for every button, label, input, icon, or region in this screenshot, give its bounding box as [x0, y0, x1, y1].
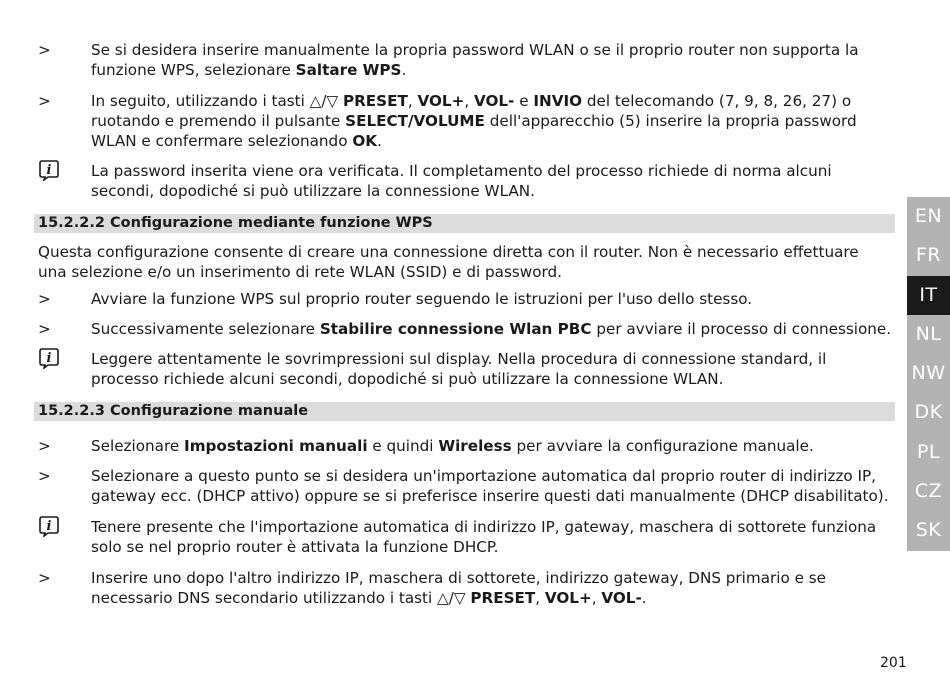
bullet-marker: >: [38, 92, 51, 110]
instruction-text: In seguito, utilizzando i tasti △/▽ PRESET, VOL+, VOL- e INVIO del telecomando (7, 9, 8, 26, 27) o ruotando e premendo il pulsante SELECT/VOLUME dell'apparecchio (5) inserire la propria password WLAN e confermare selezionando OK.: [91, 92, 857, 150]
note-info-icon: [38, 347, 60, 369]
bullet-marker: >: [38, 467, 51, 485]
svg-text:i: i: [46, 519, 52, 534]
note-text: Tenere presente che l'importazione automatica di indirizzo IP, gateway, maschera di sottorete funziona solo se nel proprio router è attivata la funzione DHCP.: [91, 518, 886, 556]
instruction-text: Se si desidera inserire manualmente la propria password WLAN o se il proprio router non supporta la funzione WPS, selezionare Saltare WPS.: [91, 41, 859, 79]
bullet-marker: >: [38, 290, 51, 308]
instruction-text: Selezionare a questo punto se si desidera un'importazione automatica dal proprio router di indirizzo IP, gateway ecc. (DHCP attivo) oppure se si preferisce inserire questi dati manualmente (DHCP disabilitato).: [91, 467, 889, 505]
lang-tab-pl[interactable]: PL: [907, 433, 950, 472]
lang-tab-dk[interactable]: DK: [907, 393, 950, 432]
note-text: La password inserita viene ora verificata. Il completamento del processo richiede di norma alcuni secondi, dopodiché si può utilizzare la connessione WLAN.: [91, 162, 832, 200]
bullet-marker: >: [38, 437, 51, 455]
section-heading-wps: 15.2.2.2 Configurazione mediante funzione WPS: [34, 214, 895, 233]
note-text: Leggere attentamente le sovrimpressioni sul display. Nella procedura di connessione standard, il processo richiede alcuni secondi, dopodiché si può utilizzare la connessione WLAN.: [91, 350, 827, 388]
lang-tab-en[interactable]: EN: [907, 197, 950, 236]
svg-text:i: i: [46, 163, 52, 178]
svg-text:i: i: [46, 351, 52, 366]
language-sidebar: [907, 197, 950, 551]
lang-tab-cz[interactable]: CZ: [907, 472, 950, 511]
lang-tab-it[interactable]: IT: [907, 276, 950, 315]
instruction-text: Inserire uno dopo l'altro indirizzo IP, maschera di sottorete, indirizzo gateway, DNS primario e se necessario DNS secondario utilizzando i tasti △/▽ PRESET, VOL+, VOL-.: [91, 569, 827, 607]
section-heading-manual: 15.2.2.3 Configurazione manuale: [34, 402, 895, 421]
bullet-marker: >: [38, 41, 51, 59]
instruction-text: Successivamente selezionare Stabilire connessione Wlan PBC per avviare il processo di connessione.: [91, 320, 892, 338]
note-info-icon: [38, 515, 60, 537]
lang-tab-sk[interactable]: SK: [907, 511, 950, 550]
instruction-text: Selezionare Impostazioni manuali e quindi Wireless per avviare la configurazione manuale.: [91, 437, 814, 455]
lang-tab-nl[interactable]: NL: [907, 315, 950, 354]
bullet-marker: >: [38, 320, 51, 338]
note-info-icon: [38, 159, 60, 181]
instruction-text: Avviare la funzione WPS sul proprio router seguendo le istruzioni per l'uso dello stesso.: [91, 290, 753, 308]
lang-tab-nw[interactable]: NW: [907, 354, 950, 393]
wps-intro-paragraph: Questa configurazione consente di creare una connessione diretta con il router. Non è necessario effettuare una selezione e/o un inserimento di rete WLAN (SSID) e di password.: [38, 243, 859, 281]
lang-tab-fr[interactable]: FR: [907, 236, 950, 275]
page-number: 201: [880, 655, 907, 671]
bullet-marker: >: [38, 569, 51, 587]
